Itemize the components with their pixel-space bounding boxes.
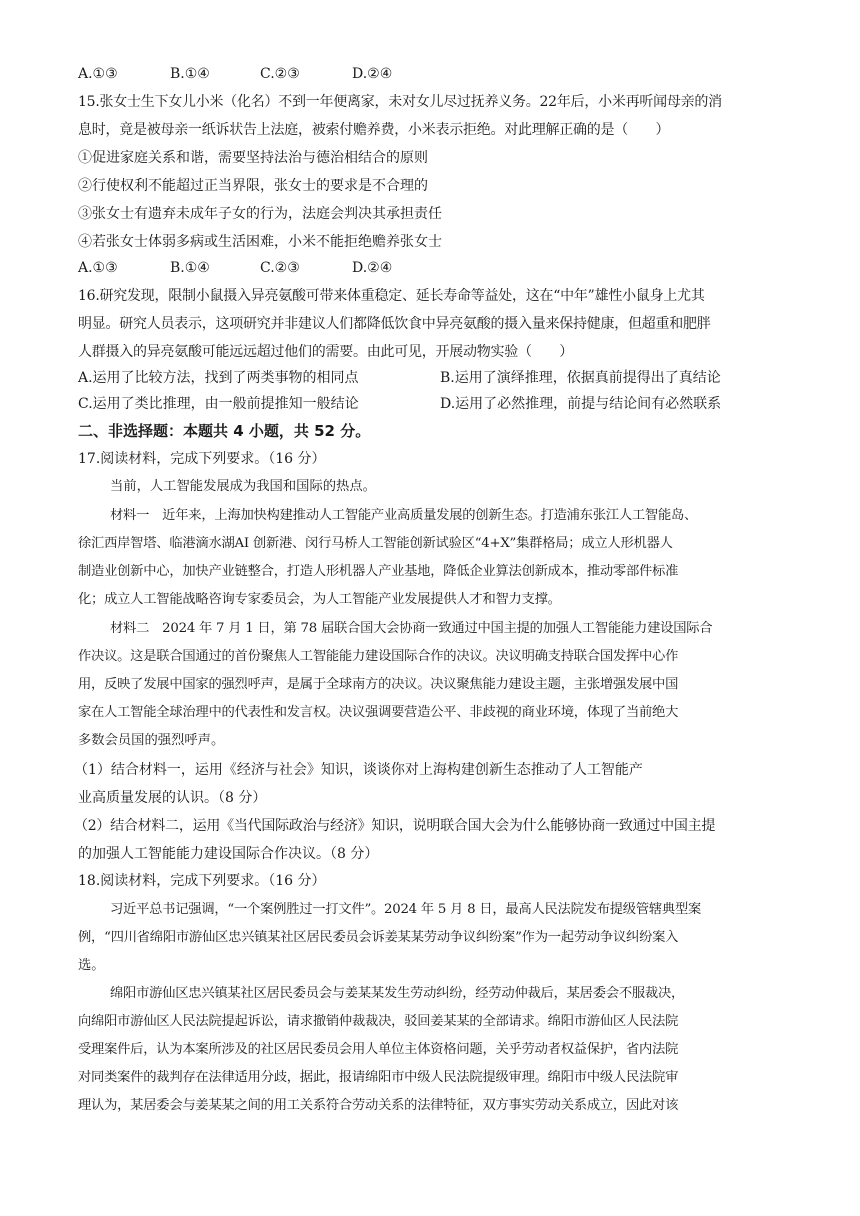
q15-option-b: B.①④ xyxy=(170,260,210,276)
q16-option-c: C.运用了类比推理，由一般前提推知一般结论 xyxy=(78,396,359,412)
q17-material2-line4: 家在人工智能全球治理中的代表性和发言权。决议强调要营造公平、非歧视的商业环境，体现了当前绝大 xyxy=(78,705,679,720)
q15-item-3: ③张女士有遗弃未成年子女的行为，法庭会判决其承担责任 xyxy=(78,206,442,222)
q15-option-c: C.②③ xyxy=(260,260,300,276)
q17-material1-line4: 化；成立人工智能战略咨询专家委员会，为人工智能产业发展提供人才和智力支撑。 xyxy=(78,592,561,607)
q18-para2-line4: 对同类案件的裁判存在法律适用分歧，据此，报请绵阳市中级人民法院提级审理。绵阳市中级人民法院审 xyxy=(78,1070,679,1085)
q15-item-4: ④若张女士体弱多病或生活困难，小米不能拒绝赡养张女士 xyxy=(78,234,442,250)
q17-title: 17.阅读材料，完成下列要求。（16 分） xyxy=(78,451,326,467)
q17-material1-line1: 材料一 近年来，上海加快构建推动人工智能产业高质量发展的创新生态。打造浦东张江人工智能岛、 xyxy=(110,508,698,523)
q17-requirement1-line1: （1）结合材料一，运用《经济与社会》知识，谈谈你对上海构建创新生态推动了人工智能产 xyxy=(74,762,643,778)
q17-material1-line2: 徐汇西岸智塔、临港滴水湖AI 创新港、闵行马桥人工智能创新试验区“4+X”集群格局；成立人形机器人 xyxy=(78,536,673,551)
q16-option-d: D.运用了必然推理，前提与结论间有必然联系 xyxy=(440,396,722,412)
section2-heading: 二、非选择题：本题共 4 小题，共 52 分。 xyxy=(78,422,371,440)
q17-material1-line3: 制造业创新中心，加快产业链整合，打造人形机器人产业基地，降低企业算法创新成本，推动零部件标准 xyxy=(78,564,679,579)
q18-para1-line3: 选。 xyxy=(78,958,105,973)
q15-option-a: A.①③ xyxy=(78,260,118,276)
q16-option-a: A.运用了比较方法，找到了两类事物的相同点 xyxy=(78,370,359,386)
q15-stem-line1: 15.张女士生下女儿小米（化名）不到一年便离家，未对女儿尽过抚养义务。22年后，小米再听闻母亲的消 xyxy=(78,94,722,110)
q18-para2-line1: 绵阳市游仙区忠兴镇某社区居民委员会与姜某某发生劳动纠纷，经劳动仲裁后，某居委会不服裁决， xyxy=(110,986,685,1001)
q17-requirement1-line2: 业高质量发展的认识。（8 分） xyxy=(78,790,267,806)
q17-material2-line3: 用，反映了发展中国家的强烈呼声，是属于全球南方的决议。决议聚焦能力建设主题，主张增强发展中国 xyxy=(78,677,679,692)
q18-para1-line1: 习近平总书记强调，“一个案例胜过一打文件”。2024 年 5 月 8 日，最高人民法院发布提级管辖典型案 xyxy=(110,902,702,917)
q15-stem-line2: 息时，竟是被母亲一纸诉状告上法庭，被索付赡养费，小米表示拒绝。对此理解正确的是（ ） xyxy=(78,122,670,138)
q18-para2-line3: 受理案件后，认为本案所涉及的社区居民委员会用人单位主体资格问题，关乎劳动者权益保护，省内法院 xyxy=(78,1042,679,1057)
q17-requirement2-line2: 的加强人工智能能力建设国际合作决议。（8 分） xyxy=(78,846,379,862)
q17-material2-line5: 多数会员国的强烈呼声。 xyxy=(78,733,225,748)
q15-item-2: ②行使权利不能超过正当界限，张女士的要求是不合理的 xyxy=(78,178,428,194)
q14-option-c: C.②③ xyxy=(260,66,300,82)
q15-item-1: ①促进家庭关系和谐，需要坚持法治与德治相结合的原则 xyxy=(78,150,428,166)
q18-para2-line2: 向绵阳市游仙区人民法院提起诉讼，请求撤销仲裁裁决，驳回姜某某的全部请求。绵阳市游仙区人民法院 xyxy=(78,1014,679,1029)
q16-stem-line3: 人群摄入的异亮氨酸可能远远超过他们的需要。由此可见，开展动物实验（ ） xyxy=(78,344,573,360)
q16-option-b: B.运用了演绎推理，依据真前提得出了真结论 xyxy=(440,370,721,386)
q14-option-d: D.②④ xyxy=(352,66,393,82)
q18-para1-line2: 例，“四川省绵阳市游仙区忠兴镇某社区居民委员会诉姜某某劳动争议纠纷案”作为一起劳动争议纠纷案入 xyxy=(78,930,679,945)
q17-material2-line1: 材料二 2024 年 7 月 1 日，第 78 届联合国大会协商一致通过中国主提的加强人工智能能力建设国际合 xyxy=(110,621,713,636)
q14-option-b: B.①④ xyxy=(170,66,210,82)
q14-option-a: A.①③ xyxy=(78,66,118,82)
q17-intro: 当前，人工智能发展成为我国和国际的热点。 xyxy=(110,479,376,494)
q17-material2-line2: 作决议。这是联合国通过的首份聚焦人工智能能力建设国际合作的决议。决议明确支持联合国发挥中心作 xyxy=(78,649,679,664)
q16-stem-line1: 16.研究发现，限制小鼠摄入异亮氨酸可带来体重稳定、延长寿命等益处，这在“中年”雄性小鼠身上尤其 xyxy=(78,288,705,304)
q16-stem-line2: 明显。研究人员表示，这项研究并非建议人们都降低饮食中异亮氨酸的摄入量来保持健康，但超重和肥胖 xyxy=(78,316,711,332)
q18-para2-line5: 理认为，某居委会与姜某某之间的用工关系符合劳动关系的法律特征，双方事实劳动关系成立，因此对该 xyxy=(78,1098,679,1113)
q17-requirement2-line1: （2）结合材料二，运用《当代国际政治与经济》知识，说明联合国大会为什么能够协商一致通过中国主提 xyxy=(74,818,716,834)
q15-option-d: D.②④ xyxy=(352,260,393,276)
q18-title: 18.阅读材料，完成下列要求。（16 分） xyxy=(78,873,326,889)
